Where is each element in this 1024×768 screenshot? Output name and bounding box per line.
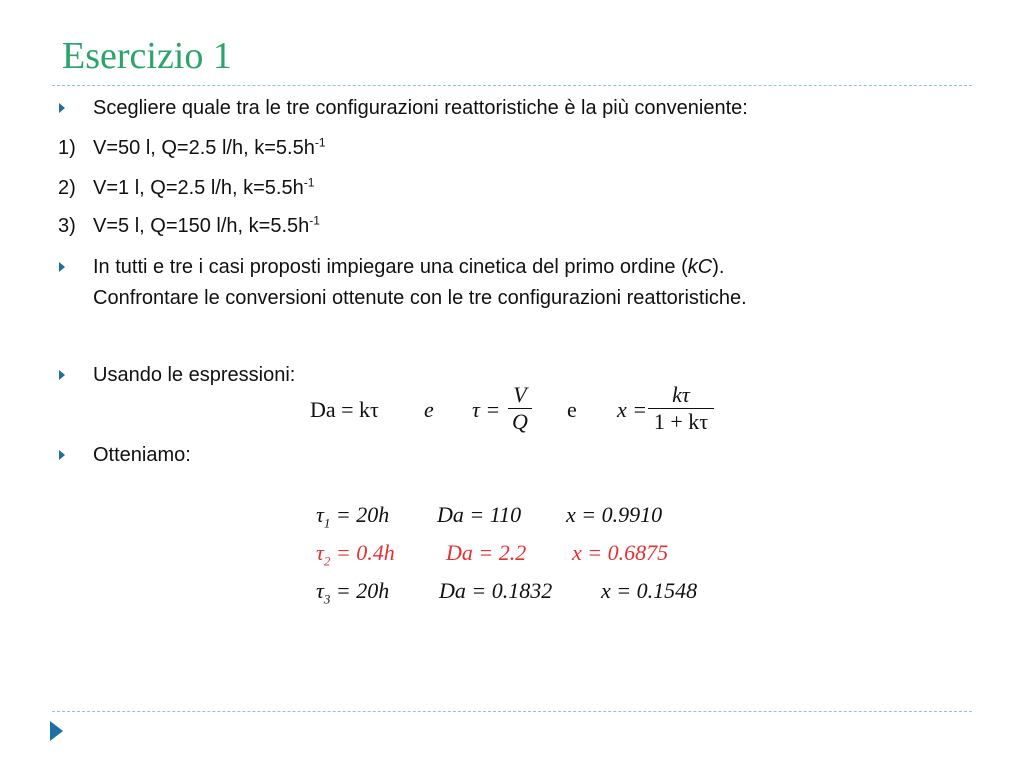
result-row-1-tau: $\tau_1 = 20h$ — [316, 502, 390, 531]
connector-e-italic: e — [424, 397, 434, 422]
conversion-denominator: 1 + kτ — [648, 408, 714, 435]
conversion-numerator: kτ — [672, 382, 690, 407]
bullet-icon — [59, 370, 65, 380]
tau-fraction — [508, 382, 532, 435]
result-row-3-tau: $\tau_3 = 20h$ — [316, 578, 390, 607]
result-row-1-da: Da = 110 — [437, 502, 522, 527]
bullet-text-4: Otteniamo: — [93, 444, 191, 466]
conversion-fraction — [648, 382, 714, 435]
next-slide-arrow-icon[interactable] — [50, 721, 63, 741]
result-row-1-x: x = 0.9910 — [566, 502, 663, 527]
bullet-icon — [59, 262, 65, 272]
result-row-2-x: x = 0.6875 — [572, 540, 669, 565]
connector-e: e — [567, 397, 577, 422]
conversion-lhs: x = — [617, 397, 648, 422]
result-row-3-x: x = 0.1548 — [601, 578, 698, 603]
result-row-2-da: Da = 2.2 — [446, 540, 527, 565]
bullet-icon — [59, 103, 65, 113]
bullet-text-3: Usando le espressioni: — [93, 364, 296, 386]
bullet-icon — [59, 450, 65, 460]
config-number-2: 2) — [58, 177, 76, 199]
config-item-2: V=1 l, Q=2.5 l/h, $k=5.5h^{-1}$ — [93, 175, 315, 199]
tau-numerator: V — [513, 382, 527, 407]
bullet-text-1: Scegliere quale tra le tre configurazioni reattoristiche è la più conveniente: — [93, 97, 748, 119]
config-item-1: V=50 l, Q=2.5 l/h, $k=5.5h^{-1}$ — [93, 135, 326, 159]
slide-title: Esercizio 1 — [62, 35, 232, 77]
tau-denominator: Q — [508, 408, 532, 435]
bullet-text-2-line-1: In tutti e tre i casi proposti impiegare una cinetica del primo ordine (kC). — [93, 256, 725, 278]
bullet-text-2-line-2: Confrontare le conversioni ottenute con le tre configurazioni reattoristiche. — [93, 287, 747, 309]
config-item-3: V=5 l, Q=150 l/h, $k=5.5h^{-1}$ — [93, 213, 320, 237]
damkohler-expression: Da = kτ — [310, 397, 379, 422]
top-divider — [52, 85, 972, 86]
tau-lhs: τ = — [472, 397, 501, 422]
bottom-divider — [52, 711, 972, 712]
config-number-1: 1) — [58, 137, 76, 159]
result-row-2-tau: $\tau_2 = 0.4h$ — [316, 540, 395, 569]
result-row-3-da: Da = 0.1832 — [439, 578, 553, 603]
config-number-3: 3) — [58, 215, 76, 237]
